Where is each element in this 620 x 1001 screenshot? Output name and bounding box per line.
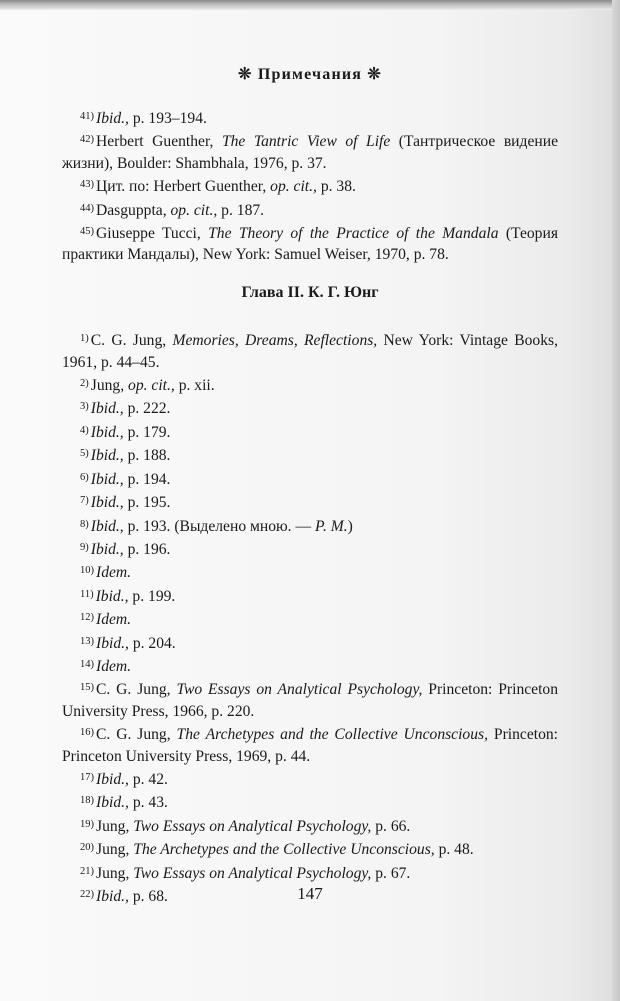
footnote-author: Jung, [96,817,134,835]
footnote [62,537,558,560]
footnote-title: Ibid., [90,517,124,535]
footnote-number: 12) [80,612,94,624]
footnote-author: C. G. Jung, [96,726,177,744]
footnote-author: C. G. Jung, [96,681,177,699]
footnote-number: 22) [80,889,94,900]
footnote-text: p. 179. [123,423,171,441]
footnote-number: 5) [80,448,89,460]
footnote [62,373,558,396]
footnote-text: Princeton: Princeton University Press, 1969, p. 44. [62,726,559,765]
footnote-text: p. 199. [128,587,176,605]
footnote-title: Idem. [96,611,132,629]
footnote-author: C. G. Jung, [90,332,173,350]
footnote-number: 43) [80,179,94,191]
footnote-number: 9) [80,541,89,553]
footnote-number: 13) [80,635,94,647]
footnote-text: p. 187. [217,201,265,219]
footnote-title: op. cit., [128,377,175,395]
footnote [62,221,558,266]
notes-block [62,106,558,907]
footnote-title: Ibid., [90,540,124,558]
footnote [62,396,558,419]
footnote-number: 21) [80,865,94,877]
footnote [62,106,558,129]
footnote [62,490,558,513]
footnote [62,677,558,722]
footnote-title: Two Essays on Analytical Psychology, [133,864,372,882]
page-gutter-shadow [612,0,620,1001]
footnote [62,631,558,654]
footnote-title: Idem. [96,564,132,582]
footnote-text: p. 195. [123,494,171,512]
notes-section-chapter-2 [62,328,558,907]
footnote-number: 19) [80,818,94,830]
footnote-initials: Р. М. [314,517,348,535]
footnote-text: p. 43. [128,794,168,812]
footnote [62,654,558,677]
footnote-number: 18) [80,795,94,807]
footnote-author: Herbert Guenther, [96,133,222,151]
footnote-title: The Archetypes and the Collective Unconscious, [133,841,435,859]
footnote-text: p. 38. [316,178,356,196]
footnote-text: p. 196. [123,540,171,558]
footnote [62,514,558,537]
footnote-author: Dasguppta, [96,201,171,219]
footnote-title: op. cit., [170,201,218,219]
footnote-number: 8) [80,518,89,530]
footnote-title: The Theory of the Practice of the Mandala [208,225,499,243]
footnote-number: 14) [80,658,94,670]
footnote [62,607,558,630]
footnote-number: 11) [80,588,94,600]
footnote [62,814,558,837]
footnote-number: 3) [80,401,89,413]
footnote-number: 20) [80,842,94,854]
page-number: 147 [297,884,323,903]
footnote [62,722,558,767]
footnote-number: 2) [80,378,89,390]
footnote-text: p. 48. [434,841,474,859]
footnote-number: 16) [80,727,94,739]
footnote-text-end: ) [347,517,353,535]
notes-section-chapter-1 [62,106,558,266]
footnote-author: Giuseppe Tucci, [96,225,209,243]
footnote-number: 7) [80,495,89,507]
footnote [62,328,558,373]
footnote-title: Memories, Dreams, Reflections, [172,332,378,350]
footnote-number: 1) [80,333,89,345]
footnote-title: Ibid., [90,470,124,488]
footnote-title: Ibid., [95,587,129,605]
footnote-number: 44) [80,202,94,214]
footnote-title: op. cit., [270,178,317,196]
footnote-number: 15) [80,682,94,694]
footnote-author: Jung, [96,841,134,859]
footnote-title: Ibid., [90,447,124,465]
footnote-title: Ibid., [90,494,124,512]
footnote-title: Ibid., [96,888,129,905]
footnote [62,560,558,583]
footnote-number: 4) [80,424,89,436]
footnote-text: p. 193–194. [128,110,207,127]
footnote-text: p. 204. [128,634,176,652]
footnote-text: Princeton: Princeton University Press, 1966, p. 220. [62,681,559,720]
footnote-number: 10) [80,565,94,577]
footnote [62,443,558,466]
footnote-text: p. 42. [128,770,168,788]
footnote-number: 6) [80,471,89,483]
footnote-title: The Tantric View of Life [221,133,391,151]
footnote-text: New York: Vintage Books, 1961, p. 44–45. [62,332,558,371]
footnote-text: (Теория практики Мандалы), New York: Samuel Weiser, 1970, p. 78. [62,225,558,264]
footnote-author: Цит. по: Herbert Guenther, [96,178,271,196]
footnote-author: Jung, [90,377,129,395]
footnote-text: p. xii. [174,377,215,395]
footnote-number: 17) [80,771,94,783]
footnote-text: p. 222. [123,400,171,418]
page-top-edge [0,0,620,10]
footnote [62,467,558,490]
footnote-title: Ibid., [96,634,129,652]
running-head: ❊ Примечания ❊ [238,66,382,83]
footnote-text: p. 193. (Выделено мною. — [123,517,315,535]
footnote [62,790,558,813]
footnote-text: p. 188. [123,447,171,465]
footnote [62,584,558,607]
footnote-text: p. 68. [128,888,168,905]
footnote-author: Jung, [96,864,134,882]
footnote-title: Ibid., [96,770,129,788]
footnote-title: Ibid., [96,794,129,812]
footnote-title: The Archetypes and the Collective Unconscious, [176,726,488,744]
footnote [62,837,558,860]
footnote-number: 45) [80,226,94,238]
footnote-title: Two Essays on Analytical Psychology, [176,681,423,699]
footnote-title: Ibid., [96,110,129,127]
footnote [62,420,558,443]
footnote-title: Ibid., [90,423,124,441]
footnote-text: p. 194. [123,470,171,488]
footnote-number: 42) [80,134,94,146]
footnote-text: (Тантрическое видение жизни), Boulder: Shambhala, 1976, p. 37. [62,133,558,172]
footnote-text: p. 67. [371,864,411,882]
footnote [62,767,558,790]
footnote [62,129,558,174]
footnote-number: 41) [80,111,94,122]
footnote [62,198,558,221]
chapter-heading: Глава II. К. Г. Юнг [241,283,379,301]
footnote-text: p. 66. [371,817,411,835]
footnote [62,861,558,884]
footnote-title: Ibid., [90,400,124,418]
footnote-title: Two Essays on Analytical Psychology, [133,817,372,835]
footnote-title: Idem. [96,657,132,675]
footnote [62,174,558,197]
